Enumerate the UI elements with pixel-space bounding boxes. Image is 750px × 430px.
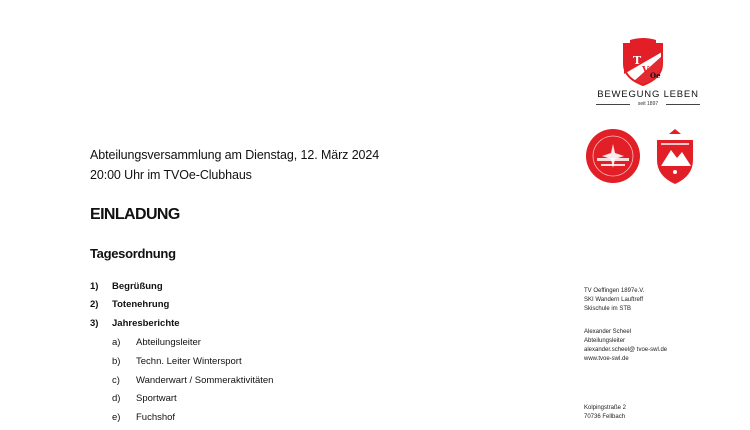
ski-club-circle-icon: [585, 128, 641, 184]
org-info: [584, 287, 644, 314]
agenda-label: Jahresberichte: [112, 318, 180, 329]
contact-website: www.tvoe-swl.de: [584, 356, 629, 362]
contact-info: [584, 328, 667, 364]
brand-slogan: BEWEGUNG LEBEN: [597, 89, 699, 100]
agenda-subitem: [112, 393, 177, 404]
subitem-label: Sportwart: [136, 393, 177, 404]
org-name: TV Oeffingen 1897e.V.: [584, 288, 645, 294]
agenda-label: Begrüßung: [112, 281, 163, 292]
org-school: Skischule im STB: [584, 306, 632, 312]
svg-text:Oe: Oe: [650, 71, 661, 80]
org-department: SKI Wandern Lauftreff: [584, 297, 644, 303]
since-label: seit 1897: [637, 101, 659, 107]
agenda-number: 3): [90, 318, 99, 329]
contact-name: Alexander Scheel: [584, 329, 632, 335]
tvoe-crest-icon: [620, 38, 666, 86]
address-info: [584, 404, 626, 422]
agenda-label: Totenehrung: [112, 299, 170, 310]
agenda-item: [90, 281, 163, 292]
subitem-letter: b): [112, 356, 121, 367]
subitem-letter: a): [112, 337, 121, 348]
agenda-item: [90, 299, 169, 310]
subitem-letter: e): [112, 412, 121, 423]
meeting-date-line: Abteilungsversammlung am Dienstag, 12. März 2024: [90, 148, 380, 162]
agenda-heading: Tagesordnung: [90, 246, 176, 261]
meeting-time-line: 20:00 Uhr im TVOe-Clubhaus: [90, 168, 252, 182]
agenda-subitem: [112, 375, 273, 386]
address-street: Kolpingstraße 2: [584, 405, 627, 411]
subitem-label: Wanderwart / Sommeraktivitäten: [136, 375, 274, 386]
agenda-subitem: [112, 356, 242, 367]
agenda-number: 1): [90, 281, 99, 292]
svg-text:V: V: [642, 66, 649, 76]
address-city: 70736 Fellbach: [584, 414, 626, 420]
subitem-letter: c): [112, 375, 120, 386]
page-title: EINLADUNG: [90, 206, 180, 223]
subitem-label: Abteilungsleiter: [136, 337, 201, 348]
agenda-subitem: [112, 412, 175, 423]
brand-since: [596, 101, 700, 109]
contact-email: alexander.scheel@ tvoe-swl.de: [584, 347, 668, 353]
agenda-number: 2): [90, 299, 99, 310]
subitem-letter: d): [112, 393, 121, 404]
agenda-subitem: [112, 337, 201, 348]
contact-role: Abteilungsleiter: [584, 338, 626, 344]
ski-school-shield-icon: [651, 128, 699, 186]
subitem-label: Fuchshof: [136, 412, 176, 423]
subitem-label: Techn. Leiter Wintersport: [136, 356, 242, 367]
svg-text:T: T: [633, 54, 642, 67]
agenda-item: [90, 318, 180, 329]
